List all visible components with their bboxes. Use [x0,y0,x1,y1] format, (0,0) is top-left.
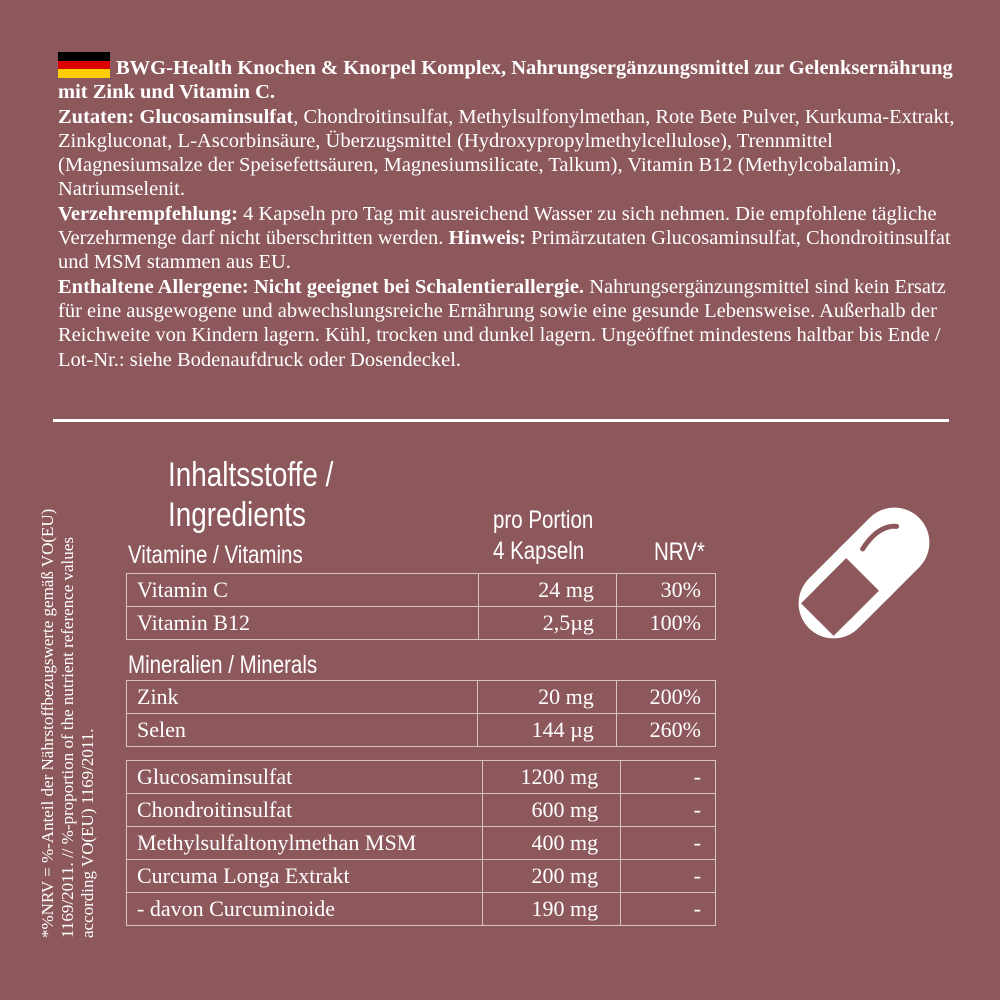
label-text-block [58,52,958,372]
ingredient-nrv: - [621,860,716,893]
ingredient-nrv: 200% [616,681,715,714]
portion-column-header [493,505,593,567]
ingredient-name: Vitamin C [127,574,479,607]
ingredient-nrv: - [621,893,716,926]
ingredient-amount: 190 mg [483,893,621,926]
table-row [127,761,716,794]
zutaten-first: Glucosaminsulfat [139,105,294,128]
ingredient-nrv: - [621,794,716,827]
german-flag-icon [58,52,110,78]
portion-header-line2: 4 Kapseln [493,537,585,565]
table-row [127,681,716,714]
allergene-label: Enthaltene Allergene: Nicht geeignet bei Schalentierallergie. [58,275,585,298]
ingredient-nrv: - [621,827,716,860]
nrv-column-header: NRV* [654,538,705,566]
table-row [127,574,716,607]
verzehr-text: 4 Kapseln pro Tag mit ausreichend Wasser zu sich nehmen. Die empfohlene tägliche Verzehrmenge darf nicht überschritten werden. [58,202,937,250]
ingredient-nrv: 100% [616,607,715,640]
verzehr-label: Verzehrempfehlung: [58,202,238,225]
ingredient-amount: 24 mg [478,574,616,607]
minerals-section-label: Mineralien / Minerals [128,651,318,679]
hinweis-text: Primärzutaten Glucosaminsulfat, Chondroitinsulfat und MSM stammen aus EU. [58,227,951,274]
table-row [127,794,716,827]
portion-header-line1: pro Portion [493,506,594,534]
section-divider [53,419,949,422]
ingredient-name: Zink [127,681,478,714]
ingredient-name: Selen [127,714,478,747]
other-ingredients-table [126,760,716,926]
minerals-table [126,680,716,747]
ingredient-amount: 200 mg [483,860,621,893]
ingredient-amount: 20 mg [478,681,617,714]
ingredient-nrv: - [621,761,716,794]
ingredients-title-line1: Inhaltsstoffe / [168,456,334,494]
table-row [127,714,716,747]
ingredient-name: Glucosaminsulfat [127,761,483,794]
nrv-footnote: *%NRV = %-Anteil der Nährstoffbezugswerte gemäß VO(EU) 1169/2011. // %-proportion of the nutrient reference values according VO(EU) 1169/2011. [38,508,97,938]
table-row [127,893,716,926]
ingredients-title-line2: Ingredients [168,496,306,534]
table-row [127,607,716,640]
vitamins-table [126,573,716,640]
table-row [127,860,716,893]
ingredient-name: Curcuma Longa Extrakt [127,860,483,893]
ingredient-nrv: 260% [616,714,715,747]
vitamins-section-label: Vitamine / Vitamins [128,541,303,569]
zutaten-label: Zutaten: [58,105,135,128]
product-title: BWG-Health Knochen & Knorpel Komplex, Nahrungsergänzungsmittel zur Gelenksernährung mit Zink und Vitamin C. [58,57,953,104]
ingredient-amount: 144 µg [478,714,617,747]
ingredient-amount: 600 mg [483,794,621,827]
zutaten-text: , Chondroitinsulfat, Methylsulfonylmethan, Rote Bete Pulver, Kurkuma-Extrakt, Zinkgluconat, L-Ascorbinsäure, Überzugsmittel (Hydroxypropylmethylcellulose), Trennmittel (Magnesiumsalze der Speisefettsäuren, Magnesiumsilicate, Talkum), Vitamin B12 (Methylcobalamin), Natriumselenit. [58,105,955,201]
ingredient-amount: 2,5µg [478,607,616,640]
capsule-icon [788,497,940,649]
ingredient-amount: 400 mg [483,827,621,860]
ingredient-name: Chondroitinsulfat [127,794,483,827]
ingredient-name: - davon Curcuminoide [127,893,483,926]
ingredient-name: Methylsulfaltonylmethan MSM [127,827,483,860]
allergene-text: Nahrungsergänzungsmittel sind kein Ersatz für eine ausgewogene und abwechslungsreiche Ernährung sowie eine gesunde Lebensweise. Außerhalb der Reichweite von Kindern lagern. Kühl, trocken und dunkel lagern. Ungeöffnet mindestens haltbar bis Ende / Lot-Nr.: siehe Bodenaufdruck oder Dosendeckel. [58,275,946,371]
table-row [127,827,716,860]
ingredient-amount: 1200 mg [483,761,621,794]
hinweis-label: Hinweis: [448,227,526,250]
ingredient-name: Vitamin B12 [127,607,479,640]
ingredient-nrv: 30% [616,574,715,607]
ingredients-title [168,455,333,535]
